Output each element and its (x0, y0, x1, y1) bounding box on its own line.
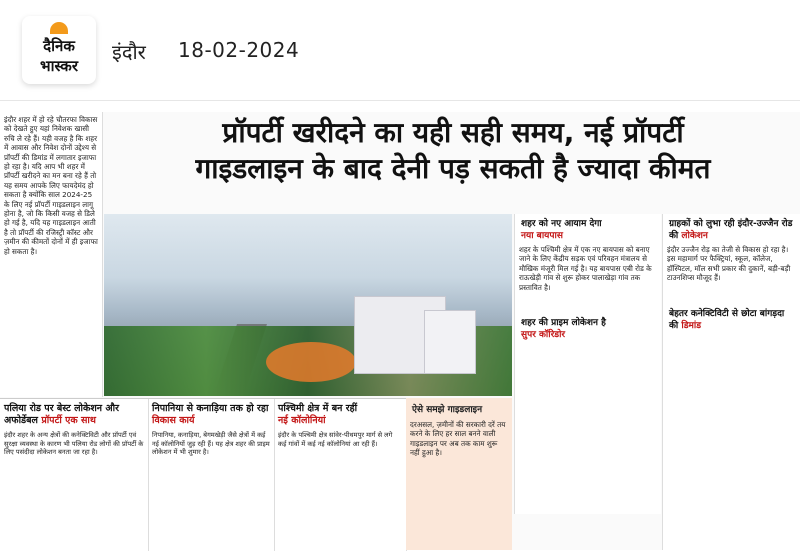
bypass-heading-red: नया बायपास (521, 231, 563, 241)
guideline-box (406, 398, 512, 550)
bangarda-heading-text: बेहतर कनेक्टिविटी से छोटा बांगड़दा की (669, 308, 785, 331)
right-column (662, 214, 800, 550)
west-colonies-article (274, 399, 407, 551)
city-skyline-photo (104, 214, 512, 396)
headline-line-2: गाइडलाइन के बाद देनी पड़ सकती है ज्यादा कीमत (195, 152, 711, 185)
bypass-heading (515, 214, 661, 242)
edition-city: इंदौर (112, 40, 146, 64)
bangarda-heading-red: डिमांड (681, 320, 702, 331)
west-colonies-heading-text: पश्चिमी क्षेत्र में बन रहीं (278, 403, 358, 414)
palia-road-text: इंदौर शहर के अन्य क्षेत्रों की कनेक्टिविटी और प्रॉपर्टी एवं सुरक्षा व्यवस्था के कारण भी पलिया रोड लोगों की प्रॉपर्टी के लिए पसंदीदा लोकेशन बनता जा रहा है। (4, 431, 144, 457)
logo-text-line1: दैनिक (43, 37, 75, 55)
super-corridor-heading (515, 313, 661, 341)
palia-road-heading-red: प्रॉपर्टी एक साथ (41, 415, 96, 426)
nipania-text: निपानिया, कनाड़िया, बेगमखेड़ी जैसे क्षेत्रों में कई नई कॉलोनियों जुड़ रही हैं। यह क्षेत्र शहर की प्राइम लोकेशन में भी शुमार है। (152, 431, 270, 457)
newspaper-page (0, 112, 800, 550)
logo-text-line2: भास्कर (40, 57, 78, 75)
super-corridor-heading-text: शहर की प्राइम लोकेशन है (521, 318, 606, 329)
edition-date: 18-02-2024 (178, 38, 300, 62)
sun-icon (50, 22, 68, 34)
bypass-text: शहर के पश्चिमी क्षेत्र में एक नए बायपास को बनाए जाने के लिए केंद्रीय सड़क एवं परिवहन मंत्रालय से मौखिक मंजूरी मिल गई है। यह बायपास एबी रोड के राऊखेड़ी गांव से शुरू होकर पालाखेड़ा गांव तक प्रस्तावित है। (519, 245, 652, 292)
flowering-tree (266, 342, 356, 382)
ujjain-road-text: इंदौर उज्जैन रोड़ का तेजी से विकास हो रहा है। इस महामार्ग पर फैक्ट्रियां, स्कूल, कॉलेज, हॉस्पिटल, मॉल सभी प्रकार की दुकानें, बड़ी-बड़ी टाउनशिप्स मौजूद हैं। (667, 245, 791, 283)
left-column (0, 112, 103, 397)
west-colonies-heading-red: नई कॉलोनियां (278, 415, 326, 426)
main-headline (108, 115, 798, 187)
nipania-heading-red: विकास कार्य (152, 415, 195, 426)
headline-line-1: प्रॉपर्टी खरीदने का यही सही समय, नई प्रॉपर्टी (222, 116, 684, 149)
guideline-heading: ऐसे समझे गाइडलाइन (412, 405, 483, 415)
nipania-heading (148, 399, 274, 429)
nipania-article (148, 399, 275, 551)
palia-road-heading-text: पलिया रोड पर बेस्ट लोकेशन और अफोर्डेबल (4, 403, 119, 426)
nipania-heading-text: निपानिया से कनाड़िया तक हो रहा (152, 403, 269, 414)
palia-road-article (0, 399, 149, 551)
west-colonies-text: इंदौर के पश्चिमी क्षेत्र सांवेर-पीथमपुर मार्ग से लगे कई गांवों में कई नई कॉलोनियां आ रही हैं। (278, 431, 393, 448)
ujjain-road-heading (663, 214, 800, 242)
guideline-text: दरअसल, ज़मीनों की सरकारी दरें तय करने के लिए हर साल बनने वाली गाइडलाइन पर अब तक काम शुरू नहीं हुआ है। (410, 420, 506, 458)
building-block (424, 310, 476, 374)
bypass-heading-text: शहर को नए आयाम देगा (521, 219, 602, 229)
left-column-text: इंदौर शहर में हो रहे चौतरफा विकास को देखते हुए यहां निवेशक खासी रुचि ले रहे हैं। यही वजह है कि शहर में आवास और निवेश दोनों उद्देश्य से प्रॉपर्टी की डिमांड में लगातार इजाफा हो रहा है। यदि आप भी शहर में प्रॉपर्टी खरीदने का मन बना रहे हैं तो यह समय आपके लिए फायदेमंद हो सकता है क्योंकि साल 2024-25 के लिए नई प्रॉपर्टी गाइडलाइन लागू होना है, जो कि किसी वजह से डिले हो गई है, यदि यह गाइडलाइन आती है तो प्रॉपर्टी की रजिस्ट्री कॉस्ट और ज़मीन की कीमतों दोनों में ही इजाफा हो सकता है। (4, 115, 98, 256)
brand-logo[interactable] (22, 16, 96, 84)
ujjain-road-heading-text: ग्राहकों को लुभा रही इंदौर-उज्जैन रोड की (669, 219, 793, 241)
west-colonies-heading (274, 399, 406, 429)
bangarda-heading (663, 304, 800, 332)
middle-column (514, 214, 661, 514)
palia-road-heading (0, 399, 148, 429)
super-corridor-heading-red: सुपर कॉरिडोर (521, 330, 566, 341)
page-header (0, 0, 800, 101)
ujjain-road-heading-red: लोकेशन (681, 231, 708, 241)
